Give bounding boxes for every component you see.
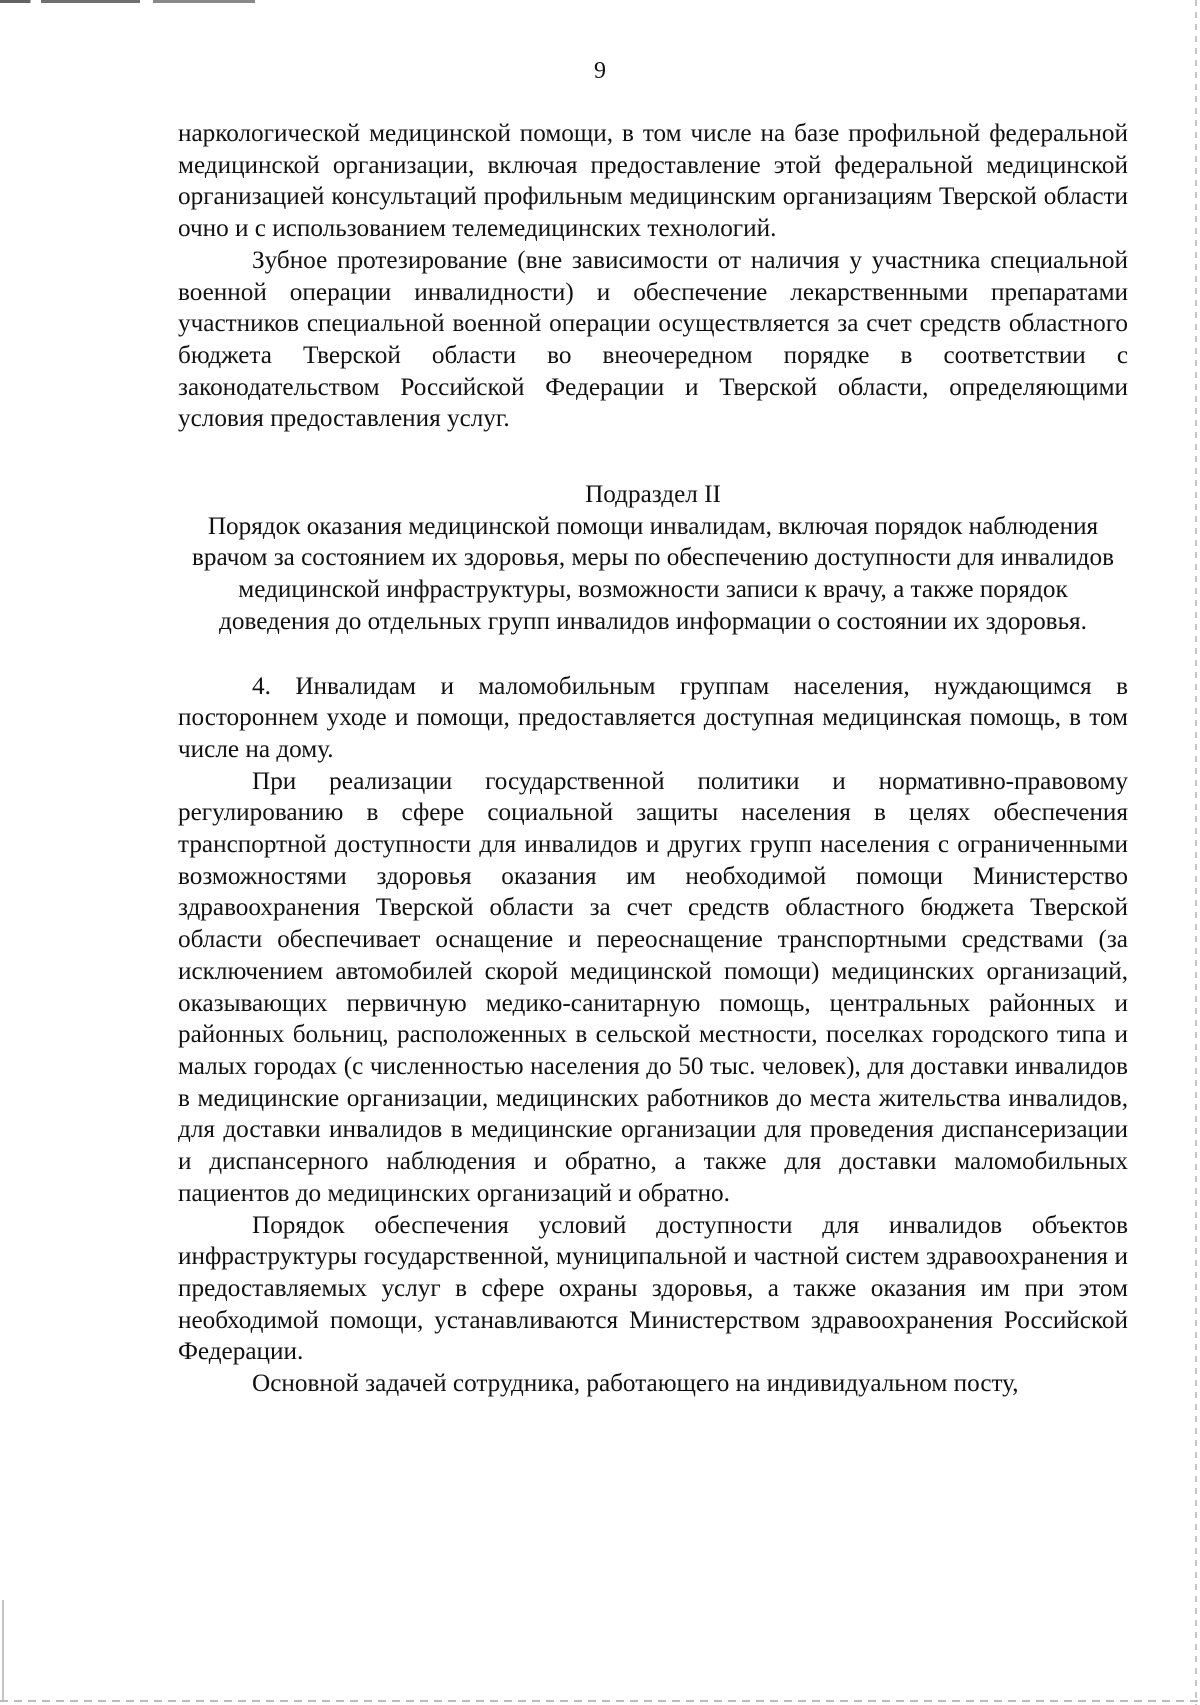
page-number: 9 — [594, 58, 606, 84]
paragraph-item-4: 4. Инвалидам и маломобильным группам населения, нуждающимся в постороннем уходе и помощи, предоставляется доступная медицинская помощь, в том числе на дому. — [178, 672, 1128, 763]
paragraph-transport-accessibility: При реализации государственной политики и нормативно-правовому регулированию в сфере социальной защиты населения в целях обеспечения транспортной доступности для инвалидов и других групп населения с ограниченными возможностями здоровья оказания им необходимой помощи Министерство здравоохранения Тверской области за счет средств областного бюджета Тверской области обеспечивает оснащение и переоснащение транспортными средствами (за исключением автомобилей скорой медицинской помощи) медицинских организаций, оказывающих первичную медико-санитарную помощь, центральных районных и районных больниц, расположенных в сельской местности, поселках городского типа и малых городах (с численностью населения до 50 тыс. человек), для доставки инвалидов в медицинские организации, медицинских работников до места жительства инвалидов, для доставки инвалидов в медицинские организации для проведения диспансеризации и диспансерного наблюдения и обратно, а также для доставки маломобильных пациентов до медицинских организаций и обратно. — [178, 767, 1128, 1207]
paragraph-dental-prosthetics: Зубное протезирование (вне зависимости от наличия у участника специальной военной операции инвалидности) и обеспечение лекарственными препаратами участников специальной военной операции осуществляется за счет средств областного бюджета Тверской области во внеочередном порядке в соответствии с законодательством Российской Федерации и Тверской области, определяющими условия предоставления услуг. — [178, 246, 1128, 433]
paragraph-continuation: наркологической медицинской помощи, в том числе на базе профильной федеральной медицинской организации, включая предоставление этой федеральной медицинской организацией консультаций профильным медицинским организациям Тверской области очно и с использованием телемедицинских технологий. — [178, 120, 1128, 243]
scan-edge-left — [2, 1600, 4, 1700]
scan-edge-bottom — [0, 1700, 1200, 1702]
document-body — [178, 118, 1128, 1400]
scan-edge-right — [1195, 0, 1197, 1705]
paragraph-accessibility-order: Порядок обеспечения условий доступности для инвалидов объектов инфраструктуры государственной, муниципальной и частной систем здравоохранения и предоставляемых услуг в сфере охраны здоровья, а также оказания им при этом необходимой помощи, устанавливаются Министерством здравоохранения Российской Федерации. — [178, 1211, 1128, 1366]
paragraph-individual-post: Основной задачей сотрудника, работающего на индивидуальном посту, — [252, 1370, 1019, 1398]
section-title: Порядок оказания медицинской помощи инвалидам, включая порядок наблюдения врачом за состоянием их здоровья, меры по обеспечению доступности для инвалидов медицинской инфраструктуры, возможности записи к врачу, а также порядок доведения до отдельных групп инвалидов информации о состоянии их здоровья. — [192, 512, 1114, 635]
section-heading — [178, 479, 1128, 638]
scan-edge-top — [0, 0, 255, 3]
section-label: Подраздел II — [585, 481, 721, 509]
